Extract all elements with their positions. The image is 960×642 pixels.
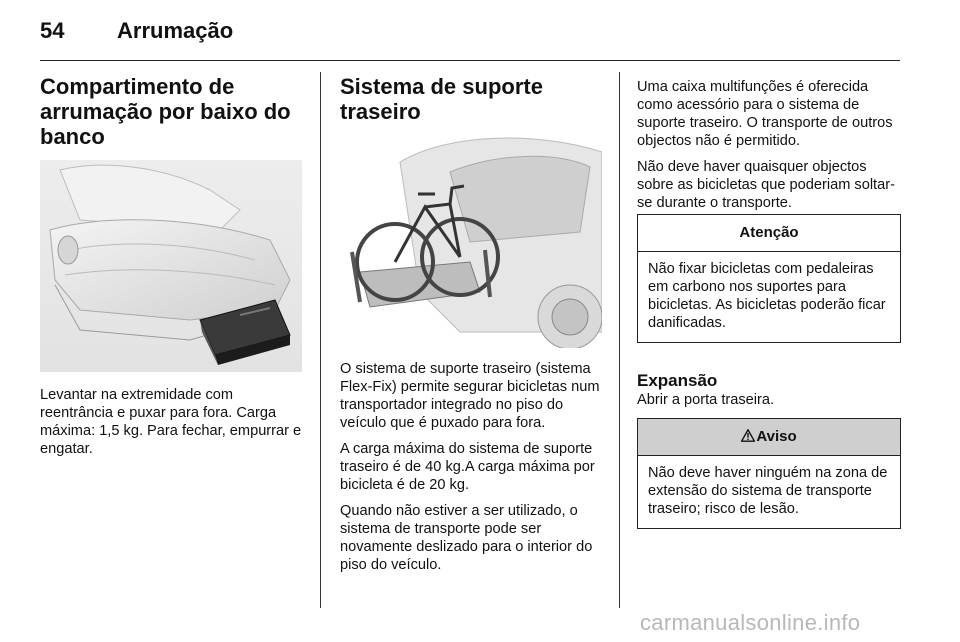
warning-header [638, 419, 900, 456]
paragraph: O sistema de suporte traseiro (sistema Flex-Fix) permite segurar bicicletas num transportador integrado no piso do veículo que é puxado para fora. [340, 361, 600, 431]
expansion-text: Abrir a porta traseira. [637, 392, 775, 408]
watermark: carmanualsonline.info [640, 610, 861, 635]
paragraph: Não deve haver quaisquer objectos sobre as bicicletas que poderiam soltar-se durante o transporte. [637, 159, 895, 211]
column-divider-left [320, 72, 321, 608]
rear-carrier-text [340, 360, 602, 574]
warning-title: Aviso [756, 428, 797, 445]
section-title-seat-storage: Compartimento de arrumação por baixo do banco [40, 74, 291, 149]
section-title-rear-carrier: Sistema de suporte traseiro [340, 74, 543, 124]
section-title-expansion: Expansão [637, 371, 718, 390]
paragraph: A carga máxima do sistema de suporte traseiro é de 40 kg.A carga máxima por bicicleta é de 20 kg. [340, 441, 595, 493]
paragraph: Uma caixa multifunções é oferecida como acessório para o sistema de suporte traseiro. O transporte de outros objectos não é permitido. [637, 79, 893, 149]
seat-drawer-illustration [40, 160, 302, 372]
warning-box [637, 418, 901, 529]
warning-triangle-icon [741, 429, 755, 442]
section-seat-storage [40, 74, 302, 149]
section-rear-carrier [340, 74, 602, 124]
seat-storage-text [40, 386, 302, 458]
page-number: 54 [40, 18, 65, 43]
column-divider-right [619, 72, 620, 608]
chapter-title: Arrumação [117, 18, 234, 43]
paragraph: Quando não estiver a ser utilizado, o sistema de transporte pode ser novamente deslizado para o interior do piso do veículo. [340, 503, 593, 573]
warning-text: Não deve haver ninguém na zona de extensão do sistema de transporte traseiro; risco de lesão. [648, 465, 888, 517]
section-expansion [637, 371, 900, 409]
caution-text: Não fixar bicicletas com pedaleiras em carbono nos suportes para bicicletas. As bicicletas poderão ficar danificadas. [648, 261, 886, 331]
caution-title: Atenção [638, 215, 900, 252]
bike-carrier-illustration [340, 132, 602, 348]
caution-box [637, 214, 901, 343]
paragraph: Levantar na extremidade com reentrância e puxar para fora. Carga máxima: 1,5 kg. Para fechar, empurrar e engatar. [40, 387, 302, 457]
page-header [40, 14, 900, 61]
accessory-text [637, 78, 900, 212]
